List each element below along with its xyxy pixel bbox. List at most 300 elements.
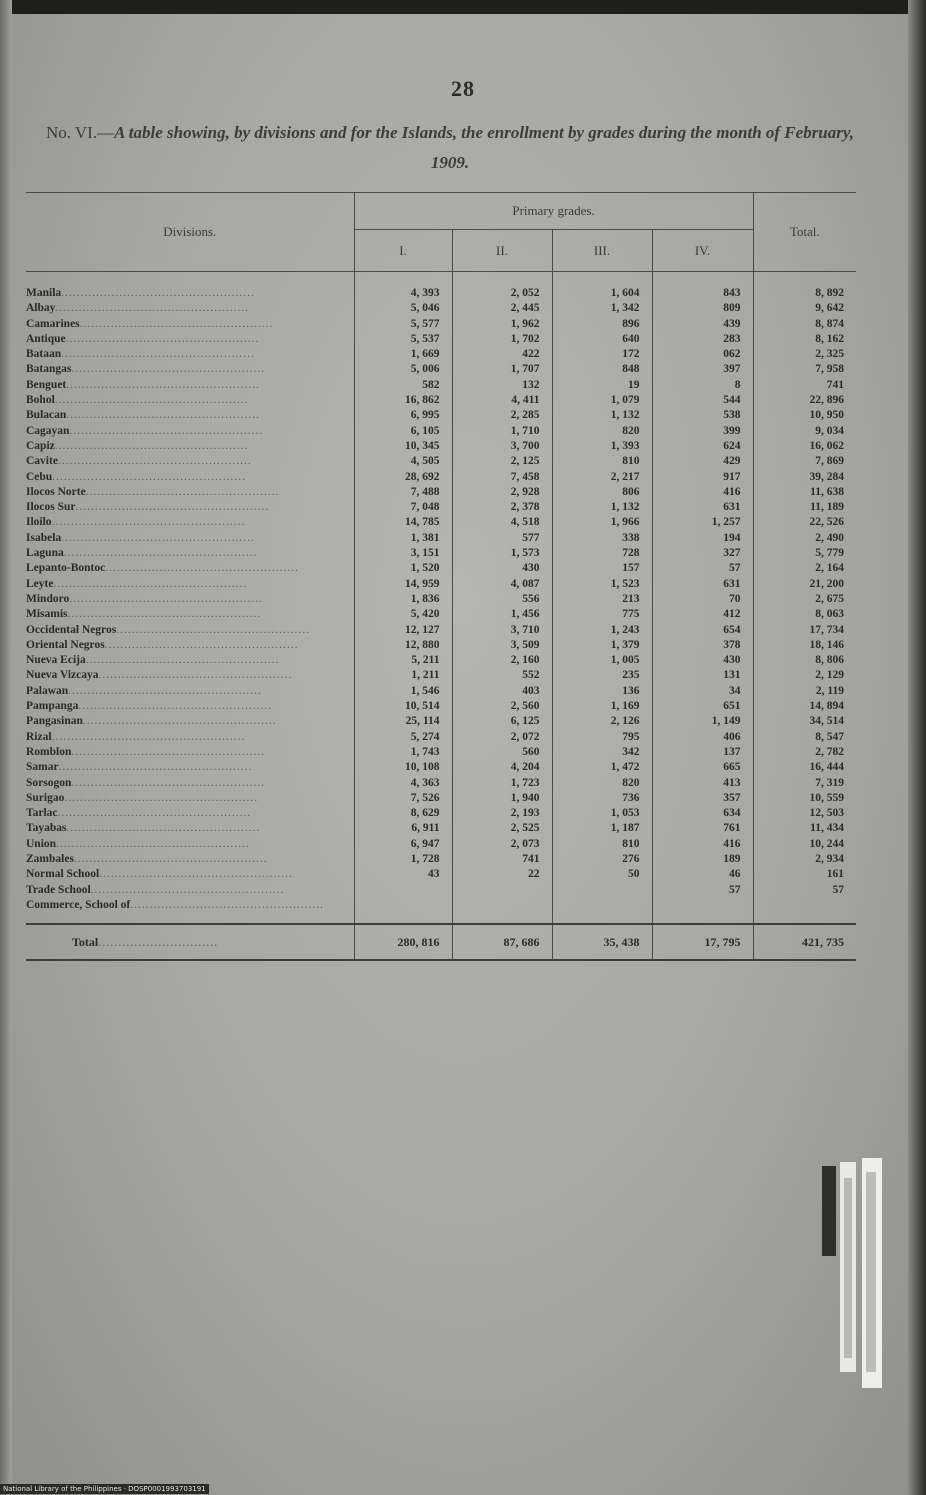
row-total-value — [753, 898, 856, 913]
grade-4-value: 34 — [652, 684, 753, 699]
grade-1-value: 1, 546 — [354, 684, 452, 699]
division-label: Mindoro — [26, 592, 70, 605]
total-label: Total.............................. — [26, 924, 354, 960]
row-total-value: 2, 325 — [753, 347, 856, 362]
division-name — [26, 699, 354, 714]
grade-1-value: 3, 151 — [354, 546, 452, 561]
leader-dots: .................................................. — [64, 791, 259, 804]
leader-dots: .................................................. — [55, 302, 250, 315]
grade-4-value: 917 — [652, 470, 753, 485]
table-row — [26, 623, 856, 638]
grade-3-value: 1, 604 — [552, 286, 652, 301]
grade-4-value: 429 — [652, 454, 753, 469]
grade-2-value: 556 — [452, 592, 552, 607]
grade-1-value: 5, 006 — [354, 362, 452, 377]
division-name — [26, 393, 354, 408]
header-grade-4: IV. — [652, 230, 753, 272]
leader-dots: .................................................. — [69, 424, 264, 437]
grade-1-value: 5, 211 — [354, 653, 452, 668]
header-divisions: Divisions. — [26, 193, 354, 272]
division-label: Ilocos Sur — [26, 501, 76, 514]
grade-1-value: 10, 514 — [354, 699, 452, 714]
table-row — [26, 347, 856, 362]
leader-dots: .................................................. — [54, 394, 249, 407]
row-total-value: 14, 894 — [753, 699, 856, 714]
division-name — [26, 500, 354, 515]
grade-1-value: 6, 995 — [354, 408, 452, 423]
grade-4-value: 538 — [652, 408, 753, 423]
division-label: Batangas — [26, 363, 72, 376]
grade-3-value: 848 — [552, 362, 652, 377]
division-label: Manila — [26, 287, 62, 299]
grade-1-value: 1, 520 — [354, 561, 452, 576]
grade-2-value: 3, 509 — [452, 638, 552, 653]
grade-4-value: 283 — [652, 332, 753, 347]
grade-3-value: 276 — [552, 852, 652, 867]
table-row — [26, 607, 856, 622]
grade-2-value: 552 — [452, 668, 552, 683]
leader-dots: .................................................. — [71, 363, 266, 376]
grade-1-value: 1, 211 — [354, 668, 452, 683]
division-label: Lepanto-Bontoc — [26, 562, 106, 575]
leader-dots: .................................................. — [65, 332, 260, 345]
division-name — [26, 821, 354, 836]
leader-dots: .................................................. — [66, 822, 261, 835]
table-row — [26, 561, 856, 576]
row-total-value: 9, 034 — [753, 424, 856, 439]
leader-dots: .................................................. — [104, 638, 299, 651]
division-label: Bohol — [26, 394, 55, 407]
table-row — [26, 867, 856, 882]
table-row — [26, 362, 856, 377]
division-label: Benguet — [26, 378, 67, 391]
table-row — [26, 653, 856, 668]
table-title — [30, 118, 870, 178]
division-label: Antique — [26, 332, 66, 345]
grade-2-value: 2, 052 — [452, 286, 552, 301]
grade-2-value: 560 — [452, 745, 552, 760]
grade-4-value: 416 — [652, 837, 753, 852]
leader-dots: .................................................. — [98, 669, 293, 682]
leader-dots: .............................. — [98, 934, 219, 949]
grade-2-value: 2, 525 — [452, 821, 552, 836]
division-label: Camarines — [26, 317, 80, 330]
row-total-value: 16, 062 — [753, 439, 856, 454]
table-row — [26, 485, 856, 500]
grade-3-value: 1, 342 — [552, 301, 652, 316]
grade-1-value: 6, 105 — [354, 424, 452, 439]
grade-4-value: 70 — [652, 592, 753, 607]
grade-3-value — [552, 898, 652, 913]
division-label: Misamis — [26, 608, 68, 621]
scan-edge-right — [908, 0, 926, 1495]
table-row — [26, 852, 856, 867]
grade-1-value: 14, 959 — [354, 577, 452, 592]
division-name — [26, 592, 354, 607]
grade-2-value: 4, 411 — [452, 393, 552, 408]
grade-3-value: 1, 243 — [552, 623, 652, 638]
grade-4-value: 57 — [652, 561, 753, 576]
grade-2-value — [452, 898, 552, 913]
division-name — [26, 454, 354, 469]
grade-1-value — [354, 883, 452, 898]
leader-dots: .................................................. — [73, 852, 268, 865]
leader-dots: .................................................. — [82, 715, 277, 728]
grade-4-value: 378 — [652, 638, 753, 653]
grade-4-value: 406 — [652, 730, 753, 745]
grade-1-value: 582 — [354, 378, 452, 393]
grade-4-value: 761 — [652, 821, 753, 836]
leader-dots: .................................................. — [105, 562, 299, 575]
division-label: Bulacan — [26, 409, 67, 422]
grade-3-value: 1, 966 — [552, 515, 652, 530]
division-label: Cavite — [26, 455, 58, 468]
table-row — [26, 332, 856, 347]
division-name — [26, 806, 354, 821]
division-label: Romblon — [26, 745, 72, 758]
leader-dots: .................................................. — [99, 868, 293, 881]
table-row — [26, 378, 856, 393]
grade-4-value: 634 — [652, 806, 753, 821]
leader-dots: .................................................. — [51, 516, 246, 529]
row-total-value: 7, 869 — [753, 454, 856, 469]
grade-1-value: 5, 577 — [354, 317, 452, 332]
row-total-value: 11, 434 — [753, 821, 856, 836]
leader-dots: .................................................. — [79, 317, 274, 330]
grade-2-value — [452, 883, 552, 898]
grade-2-value: 2, 378 — [452, 500, 552, 515]
division-name — [26, 730, 354, 745]
row-total-value: 2, 782 — [753, 745, 856, 760]
leader-dots: .................................................. — [57, 807, 252, 820]
table-row — [26, 454, 856, 469]
leader-dots: .................................................. — [66, 378, 260, 391]
division-label: Iloilo — [26, 516, 52, 529]
grade-2-value: 4, 204 — [452, 760, 552, 775]
row-total-value: 8, 063 — [753, 607, 856, 622]
row-total-value: 7, 319 — [753, 776, 856, 791]
leader-dots: .................................................. — [66, 409, 261, 422]
grade-2-value: 4, 087 — [452, 577, 552, 592]
total-grade-3: 35, 438 — [552, 924, 652, 960]
grade-1-value: 1, 728 — [354, 852, 452, 867]
grade-3-value: 1, 393 — [552, 439, 652, 454]
division-name — [26, 362, 354, 377]
grade-2-value: 2, 125 — [452, 454, 552, 469]
leader-dots: .................................................. — [85, 654, 280, 667]
division-label: Commerce, School of — [26, 898, 131, 911]
grade-1-value: 6, 947 — [354, 837, 452, 852]
grade-4-value: 809 — [652, 301, 753, 316]
row-total-value: 11, 638 — [753, 485, 856, 500]
grade-1-value: 1, 836 — [354, 592, 452, 607]
division-label: Ilocos Norte — [26, 485, 86, 498]
enrollment-table — [26, 192, 856, 961]
table-row — [26, 531, 856, 546]
division-label: Tarlac — [26, 807, 58, 820]
division-label: Rizal — [26, 730, 52, 743]
grade-2-value: 2, 928 — [452, 485, 552, 500]
grade-2-value: 132 — [452, 378, 552, 393]
division-name — [26, 378, 354, 393]
grade-1-value: 14, 785 — [354, 515, 452, 530]
title-prefix: No. VI.— — [45, 123, 115, 142]
division-name — [26, 638, 354, 653]
division-name — [26, 623, 354, 638]
grade-2-value: 2, 072 — [452, 730, 552, 745]
leader-dots: .................................................. — [63, 547, 258, 560]
leader-dots: .................................................. — [58, 761, 253, 774]
table-row — [26, 592, 856, 607]
grade-2-value: 422 — [452, 347, 552, 362]
division-label: Nueva Vizcaya — [26, 669, 99, 682]
grade-2-value: 741 — [452, 852, 552, 867]
scan-edge-left — [0, 0, 12, 1495]
table-row — [26, 546, 856, 561]
grade-3-value: 157 — [552, 561, 652, 576]
grade-2-value: 1, 723 — [452, 776, 552, 791]
grade-4-value: 327 — [652, 546, 753, 561]
grade-3-value: 640 — [552, 332, 652, 347]
division-name — [26, 745, 354, 760]
grade-2-value: 22 — [452, 867, 552, 882]
grade-3-value: 1, 523 — [552, 577, 652, 592]
grade-3-value: 172 — [552, 347, 652, 362]
grade-2-value: 430 — [452, 561, 552, 576]
grade-1-value: 7, 048 — [354, 500, 452, 515]
table-row — [26, 317, 856, 332]
table-row — [26, 898, 856, 913]
grade-3-value: 820 — [552, 776, 652, 791]
row-total-value: 5, 779 — [753, 546, 856, 561]
grade-4-value: 137 — [652, 745, 753, 760]
grade-3-value: 728 — [552, 546, 652, 561]
table-row — [26, 470, 856, 485]
grade-4-value: 544 — [652, 393, 753, 408]
table-row — [26, 745, 856, 760]
row-total-value: 10, 559 — [753, 791, 856, 806]
grade-3-value: 1, 132 — [552, 408, 652, 423]
leader-dots: .................................................. — [61, 348, 255, 361]
division-name — [26, 317, 354, 332]
grade-4-value: 665 — [652, 760, 753, 775]
division-label: Samar — [26, 761, 59, 774]
grade-1-value: 10, 345 — [354, 439, 452, 454]
total-row — [26, 924, 856, 960]
grade-4-value: 8 — [652, 378, 753, 393]
row-total-value: 9, 642 — [753, 301, 856, 316]
table-row — [26, 730, 856, 745]
page-number: 28 — [451, 76, 475, 101]
row-total-value: 741 — [753, 378, 856, 393]
division-label: Trade School — [26, 883, 91, 896]
table-row — [26, 638, 856, 653]
grade-4-value: 439 — [652, 317, 753, 332]
row-total-value: 39, 284 — [753, 470, 856, 485]
grade-4-value: 194 — [652, 531, 753, 546]
grade-4-value: 654 — [652, 623, 753, 638]
grade-4-value: 399 — [652, 424, 753, 439]
row-total-value: 7, 958 — [753, 362, 856, 377]
division-label: Zambales — [26, 852, 74, 865]
row-total-value: 161 — [753, 867, 856, 882]
division-name — [26, 867, 354, 882]
grade-4-value: 651 — [652, 699, 753, 714]
row-total-value: 2, 164 — [753, 561, 856, 576]
grade-3-value: 1, 079 — [552, 393, 652, 408]
grade-3-value: 806 — [552, 485, 652, 500]
grade-3-value: 342 — [552, 745, 652, 760]
grade-1-value: 4, 363 — [354, 776, 452, 791]
grade-1-value: 25, 114 — [354, 714, 452, 729]
grade-2-value: 2, 560 — [452, 699, 552, 714]
grade-1-value: 43 — [354, 867, 452, 882]
grade-1-value: 1, 381 — [354, 531, 452, 546]
grade-2-value: 1, 707 — [452, 362, 552, 377]
division-name — [26, 546, 354, 561]
grade-2-value: 2, 445 — [452, 301, 552, 316]
table-row — [26, 408, 856, 423]
grade-2-value: 577 — [452, 531, 552, 546]
row-total-value: 2, 129 — [753, 668, 856, 683]
table-row — [26, 837, 856, 852]
leader-dots: .................................................. — [71, 745, 266, 758]
division-name — [26, 883, 354, 898]
row-total-value: 2, 490 — [753, 531, 856, 546]
leader-dots: .................................................. — [85, 485, 280, 498]
division-label: Bataan — [26, 348, 62, 361]
grade-1-value: 10, 108 — [354, 760, 452, 775]
grade-2-value: 4, 518 — [452, 515, 552, 530]
table-row — [26, 776, 856, 791]
grade-2-value: 6, 125 — [452, 714, 552, 729]
grade-3-value: 795 — [552, 730, 652, 745]
grade-4-value — [652, 898, 753, 913]
row-total-value: 8, 892 — [753, 286, 856, 301]
row-total-value: 8, 874 — [753, 317, 856, 332]
grade-4-value: 062 — [652, 347, 753, 362]
total-total: 421, 735 — [753, 924, 856, 960]
library-stamp — [820, 1158, 890, 1388]
grade-4-value: 57 — [652, 883, 753, 898]
grade-1-value: 7, 526 — [354, 791, 452, 806]
grade-4-value: 413 — [652, 776, 753, 791]
table-row — [26, 699, 856, 714]
grade-1-value: 5, 537 — [354, 332, 452, 347]
header-grade-1: I. — [354, 230, 452, 272]
table-row — [26, 821, 856, 836]
grade-2-value: 2, 285 — [452, 408, 552, 423]
division-name — [26, 760, 354, 775]
row-total-value: 21, 200 — [753, 577, 856, 592]
grade-3-value: 213 — [552, 592, 652, 607]
grade-1-value: 12, 880 — [354, 638, 452, 653]
header-total: Total. — [753, 193, 856, 272]
table-row — [26, 424, 856, 439]
grade-4-value: 46 — [652, 867, 753, 882]
leader-dots: .................................................. — [52, 470, 246, 483]
grade-2-value: 2, 160 — [452, 653, 552, 668]
grade-3-value: 2, 217 — [552, 470, 652, 485]
row-total-value: 18, 146 — [753, 638, 856, 653]
grade-4-value: 131 — [652, 668, 753, 683]
grade-3-value: 1, 132 — [552, 500, 652, 515]
grade-3-value: 736 — [552, 791, 652, 806]
division-name — [26, 286, 354, 301]
row-total-value: 2, 934 — [753, 852, 856, 867]
grade-3-value: 1, 472 — [552, 760, 652, 775]
division-label: Isabela — [26, 531, 62, 544]
grade-4-value: 624 — [652, 439, 753, 454]
row-total-value: 17, 734 — [753, 623, 856, 638]
grade-3-value: 1, 187 — [552, 821, 652, 836]
row-total-value: 16, 444 — [753, 760, 856, 775]
leader-dots: .................................................. — [90, 883, 285, 896]
table-row — [26, 760, 856, 775]
division-name — [26, 424, 354, 439]
grade-4-value: 416 — [652, 485, 753, 500]
grade-3-value: 1, 053 — [552, 806, 652, 821]
grade-2-value: 1, 702 — [452, 332, 552, 347]
grade-2-value: 1, 962 — [452, 317, 552, 332]
grade-4-value: 357 — [652, 791, 753, 806]
division-label: Nueva Ecija — [26, 654, 86, 667]
row-total-value: 8, 547 — [753, 730, 856, 745]
table-row — [26, 301, 856, 316]
leader-dots: .................................................. — [54, 439, 249, 452]
table-row — [26, 286, 856, 301]
table-row — [26, 393, 856, 408]
grade-3-value: 775 — [552, 607, 652, 622]
grade-3-value: 820 — [552, 424, 652, 439]
grade-2-value: 3, 710 — [452, 623, 552, 638]
division-label: Normal School — [26, 868, 100, 881]
grade-3-value — [552, 883, 652, 898]
total-grade-1: 280, 816 — [354, 924, 452, 960]
leader-dots: .................................................. — [69, 592, 263, 605]
grade-3-value: 1, 005 — [552, 653, 652, 668]
division-name — [26, 531, 354, 546]
grade-3-value: 1, 169 — [552, 699, 652, 714]
grade-4-value: 631 — [652, 577, 753, 592]
scan-edge-top — [0, 0, 926, 14]
table-row — [26, 439, 856, 454]
leader-dots: .................................................. — [78, 700, 273, 713]
grade-2-value: 1, 573 — [452, 546, 552, 561]
grade-1-value: 6, 911 — [354, 821, 452, 836]
grade-1-value: 12, 127 — [354, 623, 452, 638]
leader-dots: .................................................. — [71, 776, 266, 789]
division-name — [26, 577, 354, 592]
grade-2-value: 2, 073 — [452, 837, 552, 852]
division-name — [26, 485, 354, 500]
row-total-value: 57 — [753, 883, 856, 898]
division-label: Surigao — [26, 791, 65, 804]
row-total-value: 2, 119 — [753, 684, 856, 699]
row-total-value: 22, 896 — [753, 393, 856, 408]
grade-3-value: 136 — [552, 684, 652, 699]
grade-3-value: 235 — [552, 668, 652, 683]
grade-1-value: 1, 743 — [354, 745, 452, 760]
division-name — [26, 668, 354, 683]
division-label: Leyte — [26, 577, 54, 590]
division-name — [26, 837, 354, 852]
division-label: Occidental Negros — [26, 623, 117, 636]
grade-3-value: 338 — [552, 531, 652, 546]
grade-3-value: 896 — [552, 317, 652, 332]
grade-2-value: 7, 458 — [452, 470, 552, 485]
table-row — [26, 668, 856, 683]
